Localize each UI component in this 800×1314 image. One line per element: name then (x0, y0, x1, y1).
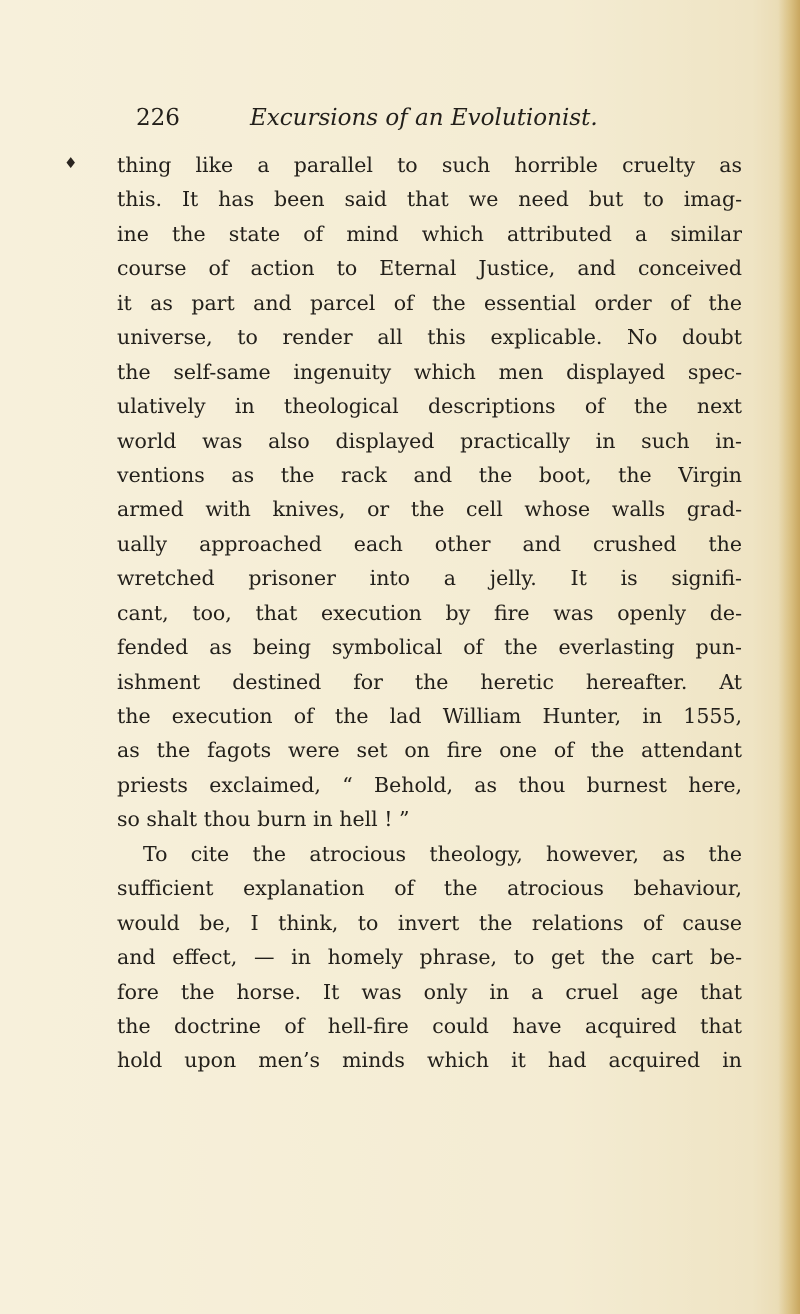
text-line: hold upon men’s minds which it had acquired in (117, 1048, 742, 1073)
text-line: armed with knives, or the cell whose walls grad- (117, 497, 742, 522)
margin-mark: ♦ (64, 154, 78, 172)
text-line: it as part and parcel of the essential order of the (117, 290, 742, 315)
body-text (117, 148, 742, 1078)
running-title: Excursions of an Evolutionist. (250, 105, 598, 131)
text-line: would be, I think, to invert the relations of cause (117, 910, 742, 935)
text-line: course of action to Eternal Justice, and conceived (117, 256, 742, 281)
text-line: ually approached each other and crushed the (117, 531, 742, 556)
text-line: priests exclaimed, “ Behold, as thou burnest here, (117, 772, 742, 797)
text-line: fended as being symbolical of the everlasting pun- (117, 635, 742, 660)
running-head (136, 100, 736, 136)
page-number: 226 (136, 105, 180, 131)
text-line: ine the state of mind which attributed a similar (117, 221, 742, 246)
text-line: the execution of the lad William Hunter, in 1555, (117, 704, 742, 728)
text-line: this. It has been said that we need but to imag- (117, 187, 742, 212)
text-line: as the fagots were set on fire one of the attendant (117, 738, 742, 763)
text-line: ishment destined for the heretic hereafter. At (117, 669, 742, 694)
text-line: so shalt thou burn in hell ! ” (117, 807, 410, 832)
text-line: ulatively in theological descriptions of the next (117, 394, 742, 419)
text-line: world was also displayed practically in such in- (117, 428, 742, 453)
text-line: fore the horse. It was only in a cruel age that (117, 979, 742, 1004)
text-line: wretched prisoner into a jelly. It is signifi- (117, 566, 742, 591)
text-line: the doctrine of hell-fire could have acquired that (117, 1013, 742, 1038)
text-line: To cite the atrocious theology, however, as the (143, 841, 742, 866)
text-line: and effect, — in homely phrase, to get the cart be- (117, 945, 742, 970)
text-line: thing like a parallel to such horrible cruelty as (117, 153, 742, 177)
text-line: ventions as the rack and the boot, the Virgin (117, 462, 742, 487)
page-edge-shadow (778, 0, 800, 1314)
text-line: the self-same ingenuity which men displayed spec- (117, 359, 742, 384)
text-line: universe, to render all this explicable. No doubt (117, 325, 742, 350)
text-line: sufficient explanation of the atrocious behaviour, (117, 876, 742, 901)
text-line: cant, too, that execution by fire was openly de- (117, 600, 742, 625)
